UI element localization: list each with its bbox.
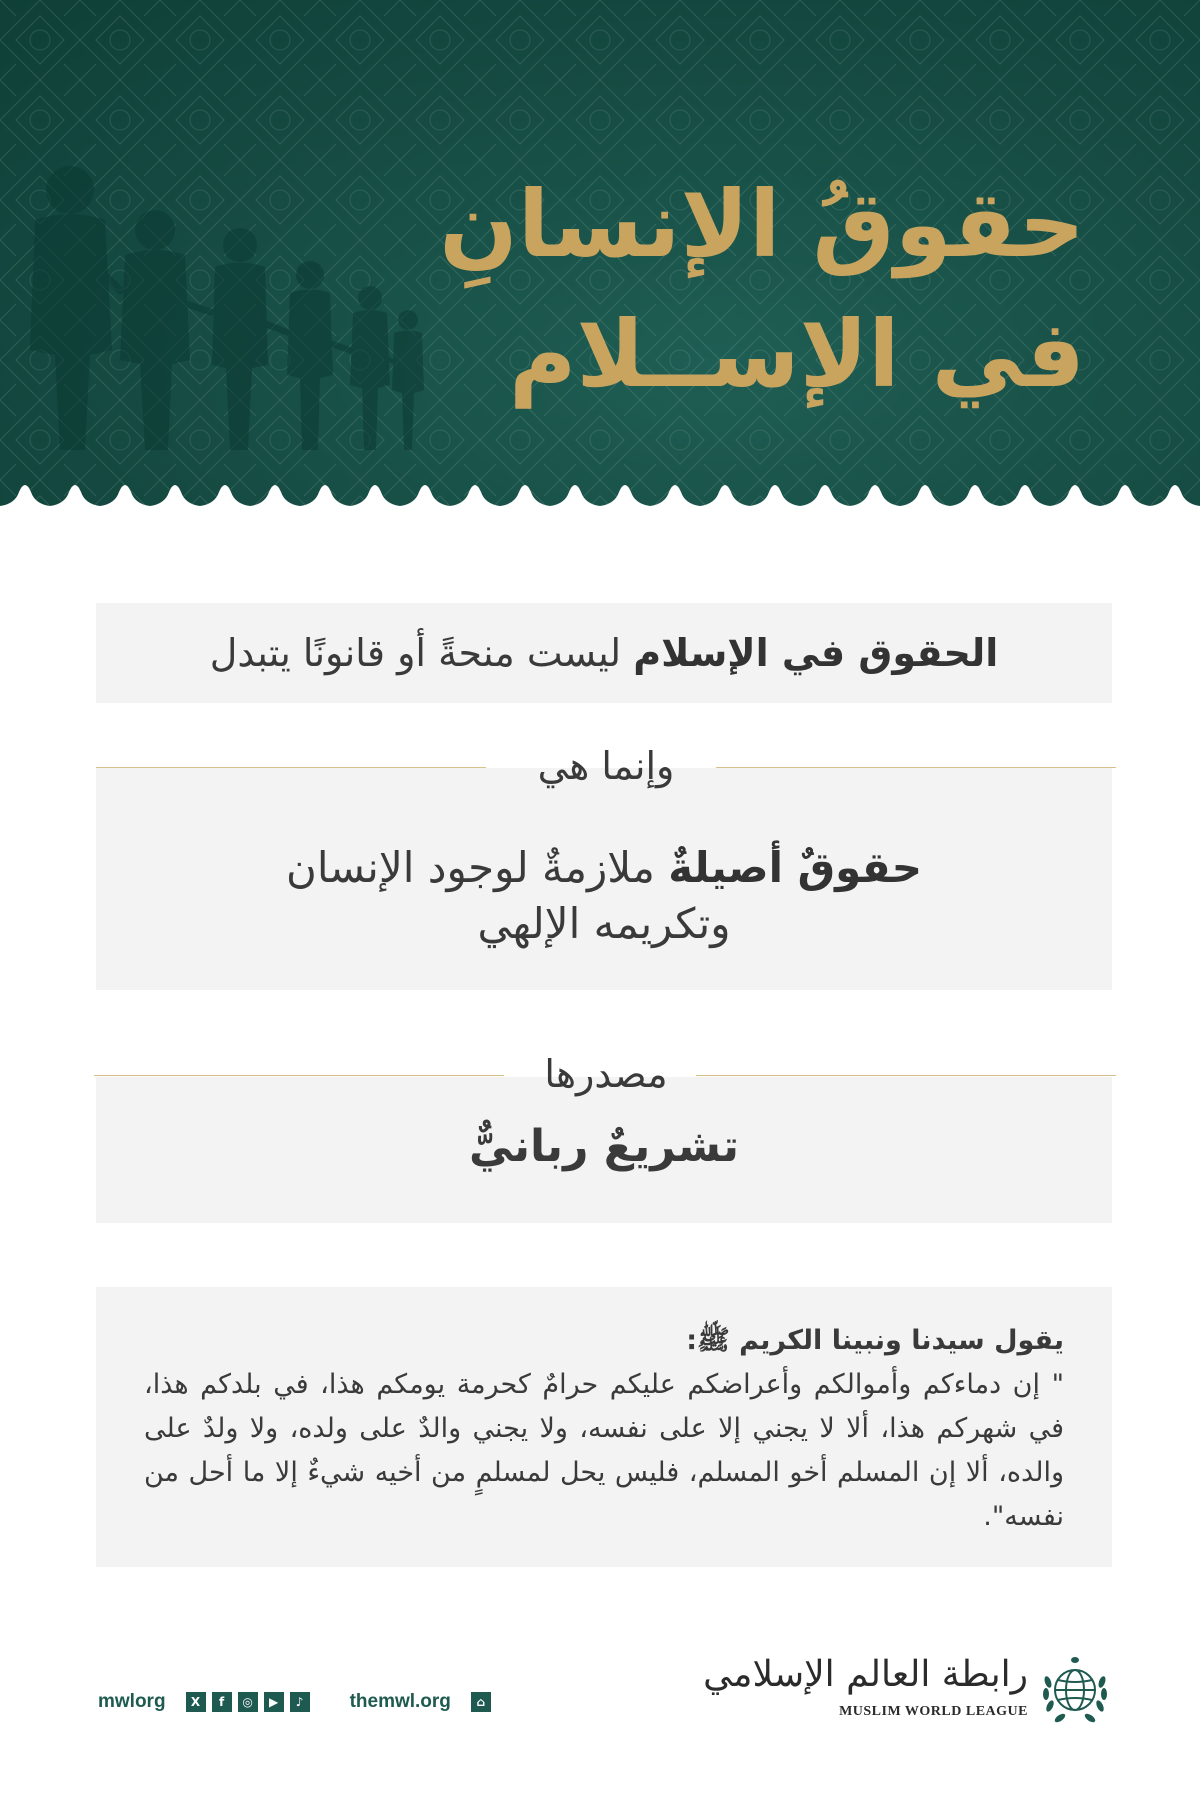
statement-1	[96, 628, 1112, 678]
statement-2-bold: حقوقٌ أصيلةٌ	[668, 843, 922, 892]
statement-panel-1	[96, 603, 1112, 703]
footer	[0, 1640, 1200, 1760]
scalloped-border	[0, 476, 1200, 520]
logo-arabic: رابطة العالم الإسلامي	[703, 1654, 1028, 1695]
website-link[interactable]: themwl.org	[349, 1691, 451, 1712]
statement-2-rest: ملازمةٌ لوجود الإنسان	[286, 843, 655, 892]
statement-panel-2	[96, 768, 1112, 990]
home-icon[interactable]: ⌂	[471, 1692, 491, 1712]
globe-emblem-icon	[1040, 1652, 1110, 1730]
hadith-quote	[144, 1319, 1064, 1539]
title-line-1: حقوقُ الإنسانِ	[439, 171, 1085, 278]
hero-banner	[0, 0, 1200, 520]
hadith-panel	[96, 1287, 1112, 1567]
instagram-icon[interactable]: ◎	[238, 1692, 258, 1712]
title-line-2: في الإســلام	[508, 301, 1085, 408]
social-handle[interactable]: mwlorg	[98, 1691, 166, 1712]
mwl-logo	[703, 1652, 1110, 1732]
statement-2-line-2: وتكريمه الإلهي	[477, 899, 731, 948]
hadith-body: " إن دماءكم وأموالكم وأعراضكم عليكم حرامٌ كحرمة يومكم هذا، في بلدكم هذا، في شهركم هذا، ألا لا يجني إلا على نفسه، ولا يجني والدٌ على ولده، ولا ولدٌ على والده، ألا إن المسلم أخو المسلم، فليس يحل لمسلمٍ من أخيه شيءٌ إلا ما أحل من نفسه".	[144, 1369, 1064, 1532]
tiktok-icon[interactable]: ♪	[290, 1692, 310, 1712]
page-title	[439, 160, 1085, 420]
hadith-intro: يقول سيدنا ونبينا الكريم ﷺ:	[686, 1325, 1064, 1356]
logo-english: MUSLIM WORLD LEAGUE	[839, 1704, 1028, 1719]
statement-2-line-1	[96, 840, 1112, 896]
divider-1-label: وإنما هي	[537, 744, 675, 788]
x-icon[interactable]: X	[186, 1692, 206, 1712]
facebook-icon[interactable]: f	[212, 1692, 232, 1712]
divider-1	[96, 744, 1116, 788]
divider-2	[96, 1052, 1116, 1096]
social-links	[98, 1690, 491, 1714]
statement-1-rest: ليست منحةً أو قانونًا يتبدل	[209, 631, 622, 675]
statement-3: تشريعٌ ربانيٌّ	[469, 1121, 739, 1172]
statement-1-bold: الحقوق في الإسلام	[633, 631, 999, 675]
youtube-icon[interactable]: ▶	[264, 1692, 284, 1712]
divider-2-label: مصدرها	[544, 1052, 668, 1096]
